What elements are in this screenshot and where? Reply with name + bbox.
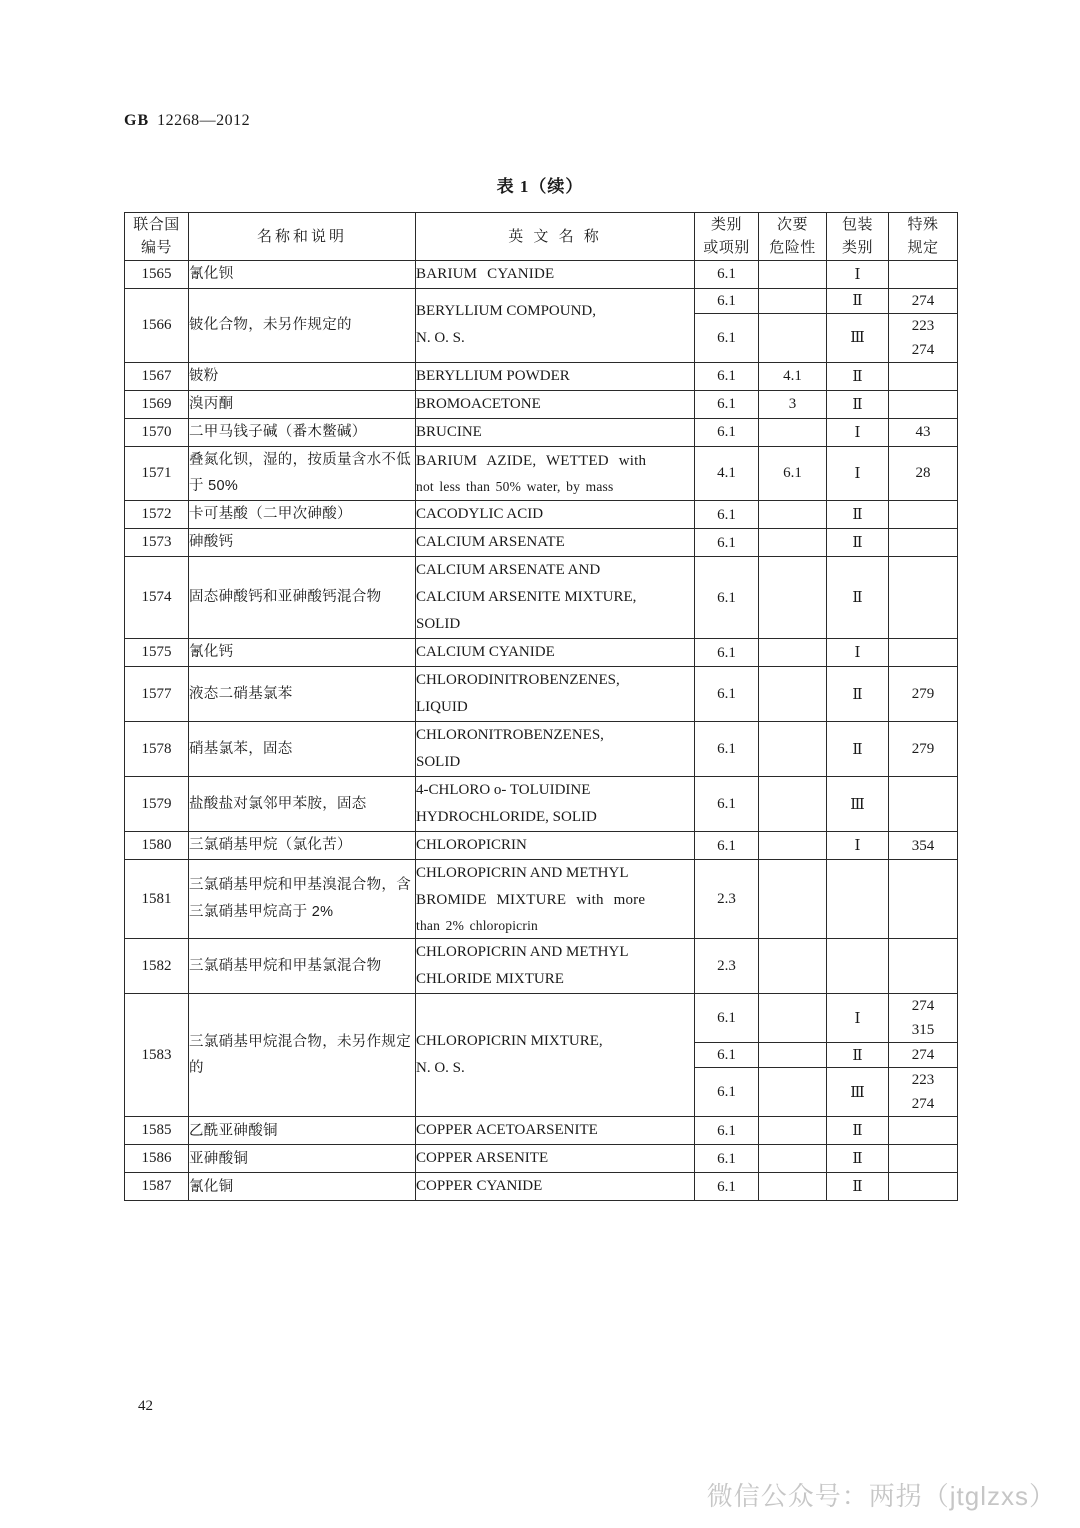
cell-english-name bbox=[416, 860, 695, 939]
header-line-2: 规定 bbox=[907, 239, 939, 257]
cell-special-provisions bbox=[889, 390, 958, 418]
english-name-line: CHLORODINITROBENZENES, bbox=[416, 672, 620, 689]
english-name-line: LIQUID bbox=[416, 699, 468, 716]
cell-english-name bbox=[416, 260, 695, 288]
cell-english-name bbox=[416, 362, 695, 390]
watermark: 微信公众号：两拐（jtglzxs） bbox=[706, 1481, 1056, 1511]
cell-english-name bbox=[416, 777, 695, 832]
cell-chinese-name: 二甲马钱子碱（番木鳖碱） bbox=[189, 418, 416, 446]
english-name-line: BERYLLIUM POWDER bbox=[416, 367, 570, 384]
cell-subsidiary-risk bbox=[759, 860, 827, 939]
header-line-2: 或项别 bbox=[703, 239, 750, 257]
cell-english-name bbox=[416, 1145, 695, 1173]
cell-class: 4.1 bbox=[695, 446, 759, 501]
cell-class: 2.3 bbox=[695, 939, 759, 994]
cell-chinese-name: 固态砷酸钙和亚砷酸钙混合物 bbox=[189, 557, 416, 639]
cell-packing-group: Ⅱ bbox=[827, 1145, 889, 1173]
cell-subsidiary-risk bbox=[759, 313, 827, 362]
english-name-line: BARIUM AZIDE, WETTED with bbox=[416, 452, 647, 469]
standard-header bbox=[124, 112, 250, 130]
cell-packing-group: Ⅰ bbox=[827, 260, 889, 288]
cell-un-number: 1570 bbox=[125, 418, 189, 446]
english-name-line: BROMOACETONE bbox=[416, 395, 541, 412]
cell-english-name bbox=[416, 501, 695, 529]
cell-chinese-name: 卡可基酸（二甲次砷酸） bbox=[189, 501, 416, 529]
standard-number: 12268—2012 bbox=[157, 112, 251, 129]
page-number: 42 bbox=[138, 1398, 153, 1414]
english-name-line: CHLORIDE MIXTURE bbox=[416, 971, 564, 988]
cell-chinese-name: 三氯硝基甲烷（氯化苦） bbox=[189, 832, 416, 860]
cell-packing-group: Ⅱ bbox=[827, 1117, 889, 1145]
header-line-1: 特殊 bbox=[907, 216, 939, 233]
english-name-line: CALCIUM ARSENITE MIXTURE, bbox=[416, 589, 637, 606]
cell-english-name bbox=[416, 446, 695, 501]
special-provision-value: 223 bbox=[911, 317, 935, 334]
cell-chinese-name: 三氯硝基甲烷和甲基溴混合物，含三氯硝基甲烷高于 2% bbox=[189, 860, 416, 939]
cell-packing-group: Ⅱ bbox=[827, 390, 889, 418]
cell-class: 6.1 bbox=[695, 1043, 759, 1068]
table-row bbox=[125, 418, 958, 446]
cell-un-number: 1582 bbox=[125, 939, 189, 994]
english-name-line: CHLOROPICRIN MIXTURE, bbox=[416, 1033, 603, 1050]
cell-english-name bbox=[416, 529, 695, 557]
cell-packing-group: Ⅱ bbox=[827, 1173, 889, 1201]
cell-un-number: 1586 bbox=[125, 1145, 189, 1173]
cell-subsidiary-risk bbox=[759, 1173, 827, 1201]
cell-chinese-name: 三氯硝基甲烷混合物，未另作规定的 bbox=[189, 994, 416, 1117]
table-row bbox=[125, 501, 958, 529]
cell-class: 6.1 bbox=[695, 260, 759, 288]
cell-class: 6.1 bbox=[695, 1145, 759, 1173]
special-provision-value: 279 bbox=[911, 741, 935, 758]
cell-class: 6.1 bbox=[695, 390, 759, 418]
english-name-line: SOLID bbox=[416, 754, 461, 771]
cell-class: 6.1 bbox=[695, 832, 759, 860]
table-row bbox=[125, 362, 958, 390]
cell-special-provisions bbox=[889, 1145, 958, 1173]
cell-chinese-name: 三氯硝基甲烷和甲基氯混合物 bbox=[189, 939, 416, 994]
standard-prefix: GB bbox=[124, 112, 150, 129]
cell-subsidiary-risk bbox=[759, 288, 827, 313]
cell-chinese-name: 亚砷酸铜 bbox=[189, 1145, 416, 1173]
cell-subsidiary-risk bbox=[759, 260, 827, 288]
cell-un-number: 1569 bbox=[125, 390, 189, 418]
english-name-line: HYDROCHLORIDE, SOLID bbox=[416, 809, 597, 826]
cell-english-name bbox=[416, 722, 695, 777]
column-header-un-number bbox=[125, 213, 189, 261]
header-line-2: 类别 bbox=[841, 239, 873, 257]
cell-english-name bbox=[416, 639, 695, 667]
cell-english-name bbox=[416, 418, 695, 446]
cell-chinese-name: 铍粉 bbox=[189, 362, 416, 390]
cell-chinese-name: 砷酸钙 bbox=[189, 529, 416, 557]
cell-subsidiary-risk bbox=[759, 557, 827, 639]
cell-un-number: 1572 bbox=[125, 501, 189, 529]
cell-un-number: 1573 bbox=[125, 529, 189, 557]
cell-class: 6.1 bbox=[695, 418, 759, 446]
cell-un-number: 1565 bbox=[125, 260, 189, 288]
special-provision-value: 274 bbox=[911, 1096, 935, 1113]
english-name-line: BARIUM CYANIDE bbox=[416, 265, 555, 282]
cell-special-provisions bbox=[889, 446, 958, 501]
cell-chinese-name: 乙酰亚砷酸铜 bbox=[189, 1117, 416, 1145]
cell-un-number: 1566 bbox=[125, 288, 189, 362]
cell-english-name bbox=[416, 832, 695, 860]
column-header-english-name bbox=[416, 213, 695, 261]
cell-un-number: 1571 bbox=[125, 446, 189, 501]
cell-packing-group: Ⅰ bbox=[827, 418, 889, 446]
cell-special-provisions bbox=[889, 832, 958, 860]
table-body bbox=[125, 260, 958, 1201]
cell-packing-group: Ⅱ bbox=[827, 529, 889, 557]
cell-packing-group: Ⅰ bbox=[827, 639, 889, 667]
cell-packing-group: Ⅱ bbox=[827, 288, 889, 313]
english-name-line: CHLOROPICRIN bbox=[416, 837, 527, 854]
cell-packing-group: Ⅰ bbox=[827, 832, 889, 860]
special-provision-value: 354 bbox=[911, 837, 935, 854]
cell-english-name bbox=[416, 667, 695, 722]
cell-un-number: 1567 bbox=[125, 362, 189, 390]
cell-un-number: 1580 bbox=[125, 832, 189, 860]
english-name-line: CHLOROPICRIN AND METHYL bbox=[416, 865, 629, 882]
english-name-line: BRUCINE bbox=[416, 423, 482, 440]
cell-special-provisions bbox=[889, 1117, 958, 1145]
cell-chinese-name: 氰化钡 bbox=[189, 260, 416, 288]
english-name-line: CHLOROPICRIN AND METHYL bbox=[416, 944, 629, 961]
special-provision-value: 315 bbox=[911, 1022, 935, 1039]
cell-class: 6.1 bbox=[695, 667, 759, 722]
cell-chinese-name: 铍化合物，未另作规定的 bbox=[189, 288, 416, 362]
column-header-special-provisions bbox=[889, 213, 958, 261]
table-row bbox=[125, 446, 958, 501]
english-name-line: N. O. S. bbox=[416, 330, 465, 346]
cell-packing-group: Ⅱ bbox=[827, 667, 889, 722]
table-row bbox=[125, 860, 958, 939]
cell-un-number: 1577 bbox=[125, 667, 189, 722]
special-provision-value: 28 bbox=[915, 465, 931, 482]
header-line-1: 包装 bbox=[841, 216, 873, 233]
cell-special-provisions bbox=[889, 994, 958, 1043]
cell-subsidiary-risk bbox=[759, 529, 827, 557]
cell-special-provisions bbox=[889, 288, 958, 313]
cell-class: 6.1 bbox=[695, 362, 759, 390]
english-name-line: CACODYLIC ACID bbox=[416, 506, 544, 523]
cell-packing-group: Ⅱ bbox=[827, 1043, 889, 1068]
cell-special-provisions bbox=[889, 501, 958, 529]
header-line-2: 编号 bbox=[140, 239, 172, 257]
cell-chinese-name: 盐酸盐对氯邻甲苯胺，固态 bbox=[189, 777, 416, 832]
cell-subsidiary-risk bbox=[759, 1145, 827, 1173]
cell-subsidiary-risk: 4.1 bbox=[759, 362, 827, 390]
english-name-line: COPPER CYANIDE bbox=[416, 1178, 543, 1195]
header-line-2: 危险性 bbox=[769, 239, 816, 257]
cell-chinese-name: 硝基氯苯，固态 bbox=[189, 722, 416, 777]
header-line-1: 联合国 bbox=[133, 216, 180, 233]
cell-subsidiary-risk bbox=[759, 639, 827, 667]
cell-un-number: 1587 bbox=[125, 1173, 189, 1201]
cell-subsidiary-risk bbox=[759, 722, 827, 777]
table-row bbox=[125, 722, 958, 777]
cell-packing-group: Ⅱ bbox=[827, 362, 889, 390]
dangerous-goods-table-wrap bbox=[124, 212, 957, 1201]
cell-special-provisions bbox=[889, 260, 958, 288]
cell-english-name bbox=[416, 557, 695, 639]
english-name-line: BERYLLIUM COMPOUND, bbox=[416, 303, 597, 319]
table-row bbox=[125, 777, 958, 832]
cell-un-number: 1578 bbox=[125, 722, 189, 777]
cell-special-provisions bbox=[889, 777, 958, 832]
cell-un-number: 1581 bbox=[125, 860, 189, 939]
cell-class: 6.1 bbox=[695, 994, 759, 1043]
cell-un-number: 1585 bbox=[125, 1117, 189, 1145]
cell-subsidiary-risk bbox=[759, 1068, 827, 1117]
cell-packing-group: Ⅱ bbox=[827, 557, 889, 639]
table-row bbox=[125, 667, 958, 722]
cell-packing-group: Ⅲ bbox=[827, 313, 889, 362]
cell-special-provisions bbox=[889, 313, 958, 362]
cell-packing-group: Ⅲ bbox=[827, 777, 889, 832]
special-provision-value: 274 bbox=[911, 1047, 935, 1064]
cell-subsidiary-risk bbox=[759, 501, 827, 529]
header-line-1: 英 文 名 称 bbox=[508, 227, 602, 245]
cell-packing-group: Ⅰ bbox=[827, 446, 889, 501]
column-header-packing-group bbox=[827, 213, 889, 261]
cell-special-provisions bbox=[889, 939, 958, 994]
cell-packing-group bbox=[827, 939, 889, 994]
cell-packing-group: Ⅱ bbox=[827, 501, 889, 529]
cell-special-provisions bbox=[889, 557, 958, 639]
table-row bbox=[125, 1145, 958, 1173]
cell-un-number: 1575 bbox=[125, 639, 189, 667]
special-provision-value: 274 bbox=[911, 341, 935, 358]
cell-chinese-name: 液态二硝基氯苯 bbox=[189, 667, 416, 722]
cell-class: 6.1 bbox=[695, 722, 759, 777]
english-name-line: BROMIDE MIXTURE with more bbox=[416, 892, 646, 909]
cell-class: 6.1 bbox=[695, 501, 759, 529]
english-name-line: CHLORONITROBENZENES, bbox=[416, 727, 604, 744]
cell-special-provisions bbox=[889, 667, 958, 722]
header-line-1: 名称和说明 bbox=[256, 227, 347, 245]
english-name-line: N. O. S. bbox=[416, 1060, 465, 1077]
table-header-row bbox=[125, 213, 958, 261]
english-name-line: not less than 50% water, by mass bbox=[416, 478, 614, 494]
cell-class: 6.1 bbox=[695, 1117, 759, 1145]
cell-english-name bbox=[416, 1173, 695, 1201]
cell-special-provisions bbox=[889, 639, 958, 667]
cell-chinese-name: 叠氮化钡，湿的，按质量含水不低于 50% bbox=[189, 446, 416, 501]
cell-chinese-name: 氰化铜 bbox=[189, 1173, 416, 1201]
english-name-line: than 2% chloropicrin bbox=[416, 918, 538, 934]
cell-special-provisions bbox=[889, 1068, 958, 1117]
cell-packing-group: Ⅲ bbox=[827, 1068, 889, 1117]
cell-chinese-name: 溴丙酮 bbox=[189, 390, 416, 418]
special-provision-value: 274 bbox=[911, 998, 935, 1015]
cell-subsidiary-risk bbox=[759, 667, 827, 722]
special-provision-value: 279 bbox=[911, 686, 935, 703]
cell-special-provisions bbox=[889, 860, 958, 939]
cell-class: 2.3 bbox=[695, 860, 759, 939]
english-name-line: COPPER ARSENITE bbox=[416, 1150, 549, 1167]
cell-packing-group bbox=[827, 860, 889, 939]
table-row bbox=[125, 557, 958, 639]
special-provision-value: 274 bbox=[911, 292, 935, 309]
table-caption: 表 1（续） bbox=[496, 177, 584, 196]
header-line-1: 类别 bbox=[710, 216, 742, 233]
cell-class: 6.1 bbox=[695, 529, 759, 557]
english-name-line: CALCIUM CYANIDE bbox=[416, 644, 555, 661]
table-row bbox=[125, 832, 958, 860]
cell-class: 6.1 bbox=[695, 288, 759, 313]
english-name-line: CALCIUM ARSENATE bbox=[416, 534, 565, 551]
cell-subsidiary-risk bbox=[759, 418, 827, 446]
cell-class: 6.1 bbox=[695, 1173, 759, 1201]
table-header bbox=[125, 213, 958, 261]
english-name-line: COPPER ACETOARSENITE bbox=[416, 1122, 598, 1139]
special-provision-value: 43 bbox=[915, 424, 931, 440]
cell-subsidiary-risk bbox=[759, 1043, 827, 1068]
cell-class: 6.1 bbox=[695, 777, 759, 832]
table-row bbox=[125, 260, 958, 288]
special-provision-value: 223 bbox=[911, 1072, 935, 1089]
cell-subsidiary-risk bbox=[759, 939, 827, 994]
english-name-line: SOLID bbox=[416, 616, 461, 633]
table-row bbox=[125, 288, 958, 313]
table-row bbox=[125, 639, 958, 667]
english-name-line: CALCIUM ARSENATE AND bbox=[416, 562, 601, 579]
cell-class: 6.1 bbox=[695, 313, 759, 362]
cell-subsidiary-risk: 3 bbox=[759, 390, 827, 418]
cell-english-name bbox=[416, 288, 695, 362]
cell-packing-group: Ⅰ bbox=[827, 994, 889, 1043]
cell-english-name bbox=[416, 1117, 695, 1145]
table-row bbox=[125, 529, 958, 557]
cell-class: 6.1 bbox=[695, 557, 759, 639]
header-line-1: 次要 bbox=[776, 216, 808, 233]
cell-special-provisions bbox=[889, 418, 958, 446]
cell-class: 6.1 bbox=[695, 1068, 759, 1117]
table-row bbox=[125, 390, 958, 418]
cell-un-number: 1574 bbox=[125, 557, 189, 639]
cell-subsidiary-risk bbox=[759, 994, 827, 1043]
cell-special-provisions bbox=[889, 529, 958, 557]
column-header-subsidiary-risk bbox=[759, 213, 827, 261]
cell-english-name bbox=[416, 390, 695, 418]
cell-subsidiary-risk: 6.1 bbox=[759, 446, 827, 501]
table-row bbox=[125, 994, 958, 1043]
cell-subsidiary-risk bbox=[759, 832, 827, 860]
table-row bbox=[125, 1117, 958, 1145]
cell-special-provisions bbox=[889, 1173, 958, 1201]
cell-packing-group: Ⅱ bbox=[827, 722, 889, 777]
cell-special-provisions bbox=[889, 1043, 958, 1068]
dangerous-goods-table bbox=[124, 212, 958, 1201]
cell-subsidiary-risk bbox=[759, 1117, 827, 1145]
column-header-class bbox=[695, 213, 759, 261]
column-header-chinese-name bbox=[189, 213, 416, 261]
table-row bbox=[125, 939, 958, 994]
cell-english-name bbox=[416, 994, 695, 1117]
cell-special-provisions bbox=[889, 362, 958, 390]
cell-class: 6.1 bbox=[695, 639, 759, 667]
cell-special-provisions bbox=[889, 722, 958, 777]
cell-un-number: 1583 bbox=[125, 994, 189, 1117]
english-name-line: 4-CHLORO o- TOLUIDINE bbox=[416, 782, 591, 799]
cell-chinese-name: 氰化钙 bbox=[189, 639, 416, 667]
cell-english-name bbox=[416, 939, 695, 994]
table-row bbox=[125, 1173, 958, 1201]
cell-subsidiary-risk bbox=[759, 777, 827, 832]
cell-un-number: 1579 bbox=[125, 777, 189, 832]
